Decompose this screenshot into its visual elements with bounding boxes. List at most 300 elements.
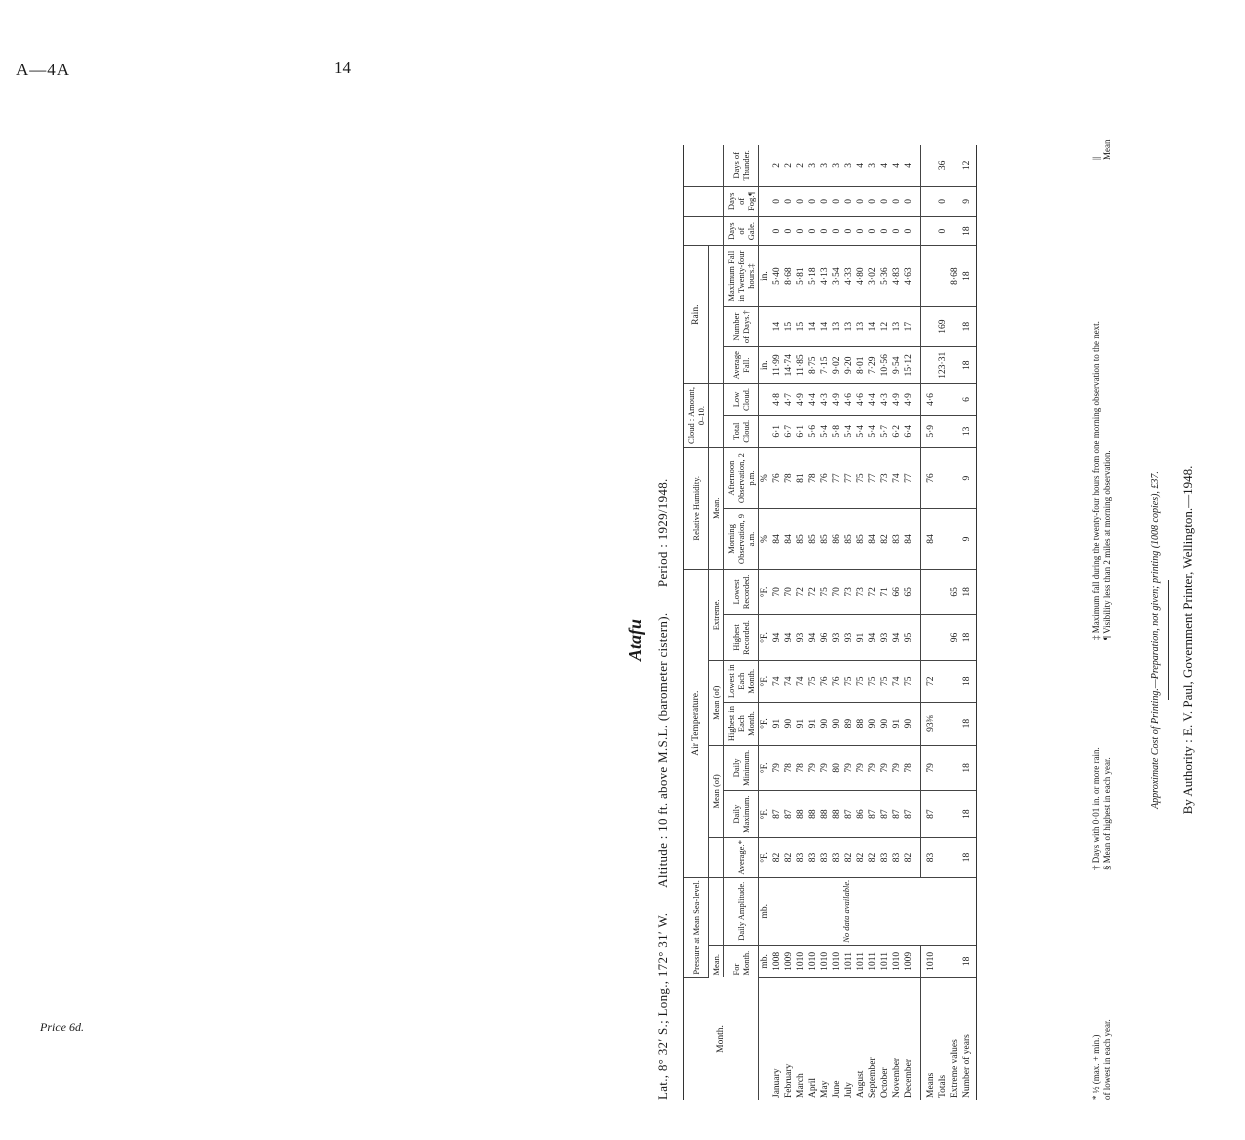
table-cell <box>949 145 961 186</box>
table-cell: 91 <box>795 702 807 745</box>
table-cell: 0 <box>891 186 903 216</box>
table-cell <box>949 791 961 838</box>
table-cell: 74 <box>795 660 807 702</box>
row-label: October <box>880 1067 890 1098</box>
table-cell: 5·40 <box>771 246 783 307</box>
table-cell: 91 <box>891 702 903 745</box>
table-cell: 93 <box>843 615 855 661</box>
col-header-1: Daily Amplitude. <box>724 877 759 945</box>
table-cell: 87 <box>843 791 855 838</box>
table-cell: 14 <box>807 306 819 346</box>
table-cell <box>937 945 949 977</box>
table-cell: 4·6 <box>855 384 867 416</box>
table-cell: 76 <box>921 447 938 509</box>
unit-9: % <box>759 509 772 569</box>
table-cell: 82 <box>903 838 921 878</box>
divider-rule <box>1168 580 1169 700</box>
table-cell: 2 <box>783 145 795 186</box>
table-cell: 79 <box>843 745 855 791</box>
table-cell: 0 <box>783 216 795 245</box>
col-header-0: For Month. <box>724 945 759 977</box>
no-data-note: No data available. <box>771 877 921 945</box>
table-cell: 1011 <box>879 945 891 977</box>
table-cell: 4·4 <box>807 384 819 416</box>
table-cell: 4·9 <box>903 384 921 416</box>
table-cell: 5·6 <box>807 415 819 447</box>
table-cell: 90 <box>867 702 879 745</box>
table-cell: 18 <box>961 791 977 838</box>
col-header-16: Days of Gale. <box>724 216 759 245</box>
table-cell: 79 <box>867 745 879 791</box>
table-row <box>937 145 949 1100</box>
table-cell: 66 <box>891 569 903 614</box>
table-cell: 13 <box>843 306 855 346</box>
row-label: July <box>844 1082 854 1098</box>
table-cell: 77 <box>831 447 843 509</box>
table-cell: 94 <box>783 615 795 661</box>
table-cell: 90 <box>783 702 795 745</box>
col-header-4: Daily Minimum. <box>724 745 759 791</box>
col-header-8: Lowest Recorded. <box>724 569 759 614</box>
table-cell <box>949 838 961 878</box>
table-cell <box>937 745 949 791</box>
col-header-13: Average Fall. <box>724 347 759 384</box>
table-cell <box>937 384 949 416</box>
station-subtitle <box>655 140 671 1100</box>
footnote-fog: ¶ Visibility less than 2 miles at morning observation. <box>1102 450 1112 640</box>
table-cell: 18 <box>961 246 977 307</box>
table-cell: 86 <box>855 791 867 838</box>
col-header-11: Total Cloud. <box>724 415 759 447</box>
table-cell: 87 <box>891 791 903 838</box>
col-header-12: Low Cloud. <box>724 384 759 416</box>
table-cell: 93⅜ <box>921 702 938 745</box>
table-cell <box>937 447 949 509</box>
table-cell: 89 <box>843 702 855 745</box>
row-label: May <box>820 1080 830 1098</box>
table-cell: 4·7 <box>783 384 795 416</box>
unit-6: °F. <box>759 660 772 702</box>
table-cell: 8·68 <box>783 246 795 307</box>
table-cell: 72 <box>795 569 807 614</box>
table-cell: 83 <box>795 838 807 878</box>
table-cell: 8·68 <box>949 246 961 307</box>
table-cell <box>949 347 961 384</box>
table-cell: 88 <box>807 791 819 838</box>
table-cell: 1010 <box>795 945 807 977</box>
unit-11 <box>759 415 772 447</box>
table-cell: 1011 <box>843 945 855 977</box>
table-cell: 82 <box>867 838 879 878</box>
table-cell: 5·81 <box>795 246 807 307</box>
col-header-14: Number of Days.† <box>724 306 759 346</box>
table-cell: 0 <box>807 216 819 245</box>
table-cell: 18 <box>961 615 977 661</box>
table-cell: 4·6 <box>843 384 855 416</box>
table-cell: 9 <box>961 447 977 509</box>
table-cell: 4 <box>855 145 867 186</box>
table-cell: 76 <box>831 660 843 702</box>
header-pressure-mean: Mean. <box>709 945 724 977</box>
table-cell <box>937 415 949 447</box>
table-cell: 84 <box>921 509 938 569</box>
table-cell: 83 <box>891 838 903 878</box>
table-cell: 8·01 <box>855 347 867 384</box>
table-cell <box>921 186 938 216</box>
col-header-17: Days of Fog.¶ <box>724 186 759 216</box>
table-cell: 9·20 <box>843 347 855 384</box>
units-row <box>759 145 772 1100</box>
table-cell: 79 <box>771 745 783 791</box>
table-cell: 5·9 <box>921 415 938 447</box>
row-label: Means <box>926 1072 936 1098</box>
table-cell: 73 <box>855 569 867 614</box>
table-cell: 18 <box>961 569 977 614</box>
table-cell: 84 <box>783 509 795 569</box>
table-cell: 4 <box>879 145 891 186</box>
table-cell: 5·4 <box>843 415 855 447</box>
table-cell: 71 <box>879 569 891 614</box>
table-cell <box>949 877 961 945</box>
printing-authority: By Authority : E. V. Paul, Government Printer, Wellington.—1948. <box>1180 465 1195 815</box>
table-cell: 93 <box>795 615 807 661</box>
table-cell: 88 <box>855 702 867 745</box>
table-cell: 93 <box>879 615 891 661</box>
table-cell: 0 <box>771 216 783 245</box>
table-cell: 7·29 <box>867 347 879 384</box>
table-cell: 75 <box>807 660 819 702</box>
table-cell: 0 <box>843 216 855 245</box>
table-cell: 78 <box>807 447 819 509</box>
table-cell: 4·63 <box>903 246 921 307</box>
table-cell: 83 <box>807 838 819 878</box>
row-label: April <box>808 1077 818 1098</box>
table-cell: 0 <box>807 186 819 216</box>
table-cell: 9 <box>961 186 977 216</box>
table-cell: 94 <box>771 615 783 661</box>
table-row <box>903 145 921 1100</box>
table-cell: 74 <box>891 447 903 509</box>
table-cell: 4·8 <box>771 384 783 416</box>
table-cell: 78 <box>795 745 807 791</box>
table-cell: 9·02 <box>831 347 843 384</box>
table-cell <box>961 877 977 945</box>
table-cell: 4·83 <box>891 246 903 307</box>
table-cell <box>949 945 961 977</box>
table-cell: 18 <box>961 347 977 384</box>
table-cell: 79 <box>819 745 831 791</box>
table-cell: 1011 <box>867 945 879 977</box>
table-cell: 90 <box>879 702 891 745</box>
table-cell <box>921 615 938 661</box>
table-cell <box>921 877 938 945</box>
footnote-rain-days: † Days with 0·01 in. or more rain. <box>1091 747 1101 870</box>
row-label: February <box>784 1063 794 1098</box>
table-cell: 1009 <box>783 945 795 977</box>
table-cell: 5·8 <box>831 415 843 447</box>
table-cell: 74 <box>771 660 783 702</box>
table-cell: 6 <box>961 384 977 416</box>
table-cell: 1008 <box>771 945 783 977</box>
column-headers-row <box>724 145 759 1100</box>
table-cell: 70 <box>783 569 795 614</box>
table-cell <box>921 246 938 307</box>
table-row <box>891 145 903 1100</box>
station-altitude: Altitude : 10 ft. above M.S.L. (barometer cistern). <box>655 612 670 888</box>
table-cell: 6·4 <box>903 415 921 447</box>
header-rain-spacer <box>709 246 724 384</box>
unit-16 <box>759 216 772 245</box>
table-cell: 18 <box>961 745 977 791</box>
table-row <box>867 145 879 1100</box>
summary-rows <box>921 145 977 1100</box>
table-cell: 81 <box>795 447 807 509</box>
table-cell: 73 <box>843 569 855 614</box>
table-cell: 75 <box>867 660 879 702</box>
table-cell: 78 <box>903 745 921 791</box>
table-cell <box>937 615 949 661</box>
table-cell: 0 <box>855 186 867 216</box>
table-cell: 96 <box>819 615 831 661</box>
row-label: September <box>868 1057 878 1098</box>
unit-2: °F. <box>759 838 772 878</box>
table-cell: 123·31 <box>937 347 949 384</box>
table-cell: 1010 <box>819 945 831 977</box>
table-cell: 76 <box>771 447 783 509</box>
table-cell: 73 <box>879 447 891 509</box>
table-cell: 0 <box>855 216 867 245</box>
table-cell <box>937 877 949 945</box>
table-cell <box>937 246 949 307</box>
table-cell: 0 <box>819 216 831 245</box>
table-cell: 4 <box>891 145 903 186</box>
table-row <box>783 145 795 1100</box>
table-cell: 4·33 <box>843 246 855 307</box>
unit-17 <box>759 186 772 216</box>
unit-3: °F. <box>759 791 772 838</box>
row-label: Totals <box>938 1074 948 1098</box>
printing-cost: Approximate Cost of Printing.—Preparation, not given; printing (1008 copies), £37. <box>1150 471 1161 809</box>
table-cell: 88 <box>831 791 843 838</box>
table-cell: 6·1 <box>771 415 783 447</box>
header-month: Month. <box>684 978 759 1101</box>
table-row <box>961 145 977 1100</box>
table-cell: 79 <box>855 745 867 791</box>
unit-18 <box>759 145 772 186</box>
table-cell: 82 <box>879 509 891 569</box>
table-cell: 0 <box>937 186 949 216</box>
table-cell: 76 <box>819 447 831 509</box>
table-cell: 70 <box>831 569 843 614</box>
unit-12 <box>759 384 772 416</box>
table-cell: 0 <box>867 186 879 216</box>
table-row <box>921 145 938 1100</box>
col-header-9: Morning Observation, 9 a.m. <box>724 509 759 569</box>
header-temp-mean-of-2: Mean (of) <box>709 660 724 745</box>
table-cell: 1010 <box>921 945 938 977</box>
station-location: Lat., 8° 32′ S.; Long., 172° 31′ W. <box>655 912 670 1100</box>
table-cell: 94 <box>891 615 903 661</box>
table-cell: 75 <box>855 660 867 702</box>
col-header-18: Days of Thunder. <box>724 145 759 186</box>
footnote-mean-marker: || Mean <box>1091 139 1112 160</box>
table-cell: 4·13 <box>819 246 831 307</box>
table-cell: 14 <box>819 306 831 346</box>
table-cell: 77 <box>903 447 921 509</box>
header-humidity: Relative Humidity. <box>684 447 709 569</box>
col-header-10: Afternoon Observation, 2 p.m. <box>724 447 759 509</box>
table-cell: 75 <box>903 660 921 702</box>
table-cell: 87 <box>921 791 938 838</box>
page-reference: A—4A <box>16 60 71 79</box>
table-cell: 83 <box>891 509 903 569</box>
col-header-5: Highest in Each Month. <box>724 702 759 745</box>
table-cell: 14·74 <box>783 347 795 384</box>
table-cell: 3·02 <box>867 246 879 307</box>
row-label: March <box>796 1073 806 1098</box>
table-cell: 0 <box>831 216 843 245</box>
table-cell: 10·56 <box>879 347 891 384</box>
table-cell: 76 <box>819 660 831 702</box>
unit-4: °F. <box>759 745 772 791</box>
table-cell: 84 <box>867 509 879 569</box>
table-cell: 96 <box>949 615 961 661</box>
table-cell: 6·2 <box>891 415 903 447</box>
table-cell: 80 <box>831 745 843 791</box>
table-cell: 5·36 <box>879 246 891 307</box>
table-cell: 12 <box>879 306 891 346</box>
table-cell: 4·9 <box>831 384 843 416</box>
table-cell: 82 <box>783 838 795 878</box>
table-row <box>807 145 819 1100</box>
table-cell <box>949 216 961 245</box>
table-cell: 1010 <box>891 945 903 977</box>
table-cell: 18 <box>961 945 977 977</box>
table-cell: 90 <box>903 702 921 745</box>
table-cell: 74 <box>783 660 795 702</box>
page-number: 14 <box>334 58 351 77</box>
table-cell: 7·15 <box>819 347 831 384</box>
table-cell: 91 <box>771 702 783 745</box>
row-label: Extreme values <box>950 1039 960 1098</box>
header-pressure: Pressure at Mean Sea-level. <box>684 877 709 977</box>
header-temp-extreme: Extreme. <box>709 569 724 660</box>
table-cell <box>949 306 961 346</box>
header-humidity-mean: Mean. <box>709 447 724 569</box>
table-cell: 15 <box>783 306 795 346</box>
table-cell <box>921 569 938 614</box>
table-row <box>831 145 843 1100</box>
table-cell: 72 <box>867 569 879 614</box>
unit-14 <box>759 306 772 346</box>
table-cell: 4·6 <box>921 384 938 416</box>
table-cell: 65 <box>949 569 961 614</box>
header-rain: Rain. <box>684 246 709 384</box>
table-cell <box>949 384 961 416</box>
table-cell: 70 <box>771 569 783 614</box>
table-cell: 1010 <box>807 945 819 977</box>
table-cell: 9·54 <box>891 347 903 384</box>
table-cell: 85 <box>855 509 867 569</box>
table-cell: 169 <box>937 306 949 346</box>
table-cell: 77 <box>867 447 879 509</box>
table-cell: 85 <box>795 509 807 569</box>
table-cell: 4 <box>903 145 921 186</box>
table-cell <box>949 660 961 702</box>
station-period: Period : 1929/1948. <box>655 478 670 588</box>
table-cell: 88 <box>795 791 807 838</box>
table-cell: 65 <box>903 569 921 614</box>
table-cell: 0 <box>867 216 879 245</box>
table-cell: 18 <box>961 216 977 245</box>
table-cell: 90 <box>819 702 831 745</box>
table-cell: 36 <box>937 145 949 186</box>
table-cell: 12 <box>961 145 977 186</box>
table-cell: 79 <box>807 745 819 791</box>
table-cell <box>921 306 938 346</box>
table-cell: 0 <box>819 186 831 216</box>
table-cell: 0 <box>879 186 891 216</box>
table-cell: 78 <box>783 745 795 791</box>
table-cell: 13 <box>961 415 977 447</box>
table-cell <box>937 838 949 878</box>
row-label: January <box>772 1068 782 1098</box>
table-cell: 1011 <box>855 945 867 977</box>
table-cell: 84 <box>771 509 783 569</box>
row-label: Number of years <box>961 978 977 1101</box>
unit-10: % <box>759 447 772 509</box>
table-cell: 0 <box>831 186 843 216</box>
table-cell: 87 <box>879 791 891 838</box>
table-cell: 83 <box>819 838 831 878</box>
table-cell: 4·3 <box>879 384 891 416</box>
climate-table <box>683 145 977 1100</box>
table-cell: 5·18 <box>807 246 819 307</box>
table-cell: 9 <box>961 509 977 569</box>
unit-7: °F. <box>759 615 772 661</box>
table-cell: 15 <box>795 306 807 346</box>
table-cell: 5·4 <box>819 415 831 447</box>
row-label: December <box>903 978 921 1101</box>
table-cell: 4·3 <box>819 384 831 416</box>
table-cell: 18 <box>961 306 977 346</box>
table-cell <box>937 569 949 614</box>
table-cell: 86 <box>831 509 843 569</box>
table-cell: 1009 <box>903 945 921 977</box>
table-cell: 72 <box>807 569 819 614</box>
table-row <box>855 145 867 1100</box>
header-temp-mean-of: Mean (of) <box>709 745 724 838</box>
table-cell: 72 <box>921 660 938 702</box>
table-cell: 87 <box>903 791 921 838</box>
header-cloud: Cloud : Amount, 0–10. <box>684 384 709 448</box>
footnote-average: * ½ (max. + min.) <box>1091 1034 1101 1100</box>
table-cell <box>949 186 961 216</box>
table-cell: 82 <box>771 838 783 878</box>
table-cell: 83 <box>879 838 891 878</box>
table-cell: 13 <box>855 306 867 346</box>
table-cell: 93 <box>831 615 843 661</box>
table-cell: 5·7 <box>879 415 891 447</box>
table-cell: 3 <box>819 145 831 186</box>
table-cell: 0 <box>771 186 783 216</box>
table-cell: 3 <box>843 145 855 186</box>
table-cell: 84 <box>903 509 921 569</box>
col-header-6: Lowest in Each Month. <box>724 660 759 702</box>
unit-blank <box>759 978 772 1101</box>
table-cell: 0 <box>937 216 949 245</box>
header-pressure-spacer <box>709 877 724 945</box>
